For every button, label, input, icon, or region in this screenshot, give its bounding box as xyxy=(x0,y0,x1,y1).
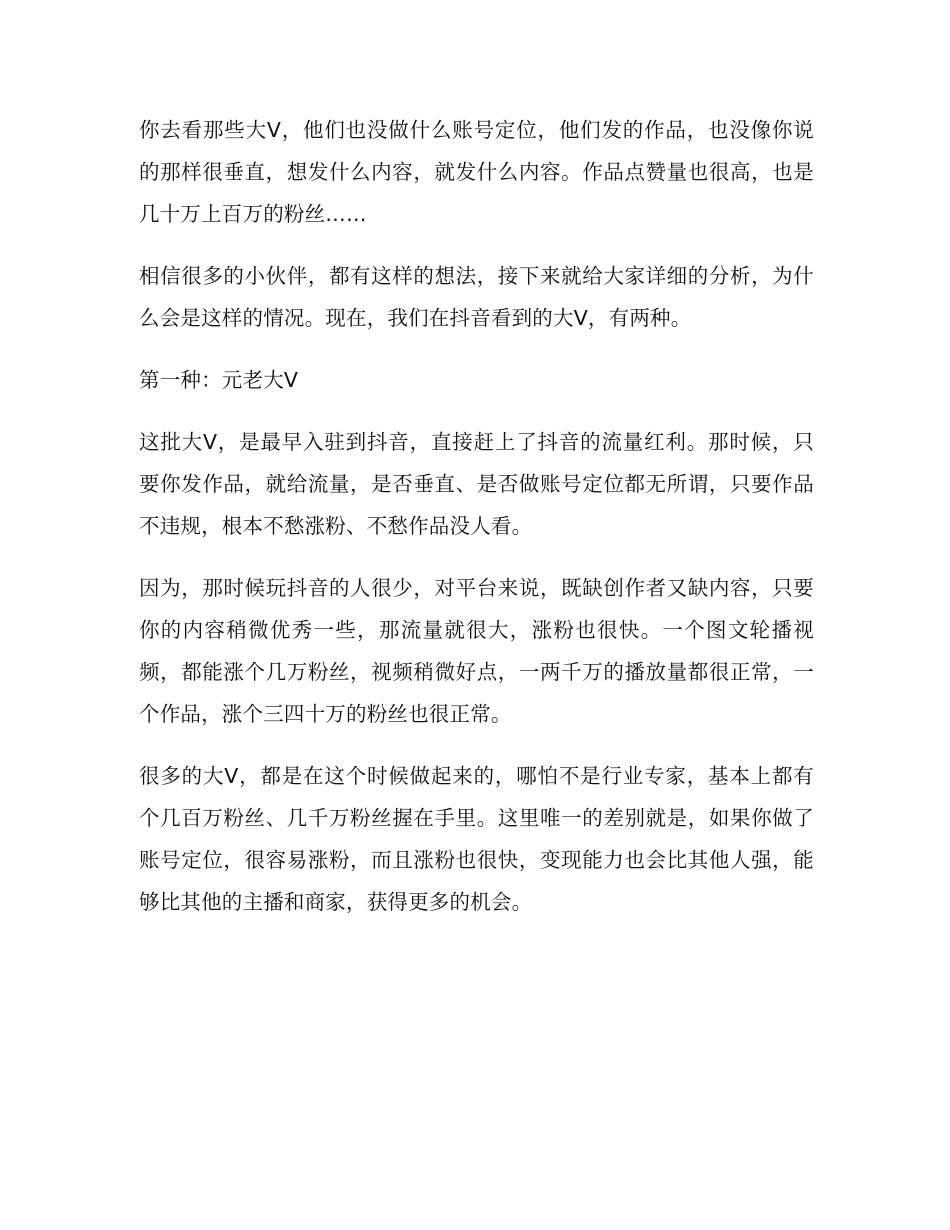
section-heading: 第一种：元老大Ⅴ xyxy=(139,368,299,392)
paragraph: 这批大Ⅴ，是最早入驻到抖音，直接赶上了抖音的流量红利。那时候，只要你发作品，就给流量，是否垂直、是否做账号定位都无所谓，只要作品不违规，根本不愁涨粉、不愁作品没人看。 xyxy=(139,430,814,538)
paragraph: 因为，那时候玩抖音的人很少，对平台来说，既缺创作者又缺内容，只要你的内容稍微优秀一些，那流量就很大，涨粉也很快。一个图文轮播视频，都能涨个几万粉丝，视频稍微好点，一两千万的播放量都很正常，一个作品，涨个三四十万的粉丝也很正常。 xyxy=(139,576,814,726)
paragraph: 你去看那些大Ⅴ，他们也没做什么账号定位，他们发的作品，也没像你说的那样很垂直，想发什么内容，就发什么内容。作品点赞量也很高，也是几十万上百万的粉丝…… xyxy=(139,118,814,226)
document-body xyxy=(139,109,814,943)
paragraph: 相信很多的小伙伴，都有这样的想法，接下来就给大家详细的分析，为什么会是这样的情况。现在，我们在抖音看到的大Ⅴ，有两种。 xyxy=(139,264,814,330)
paragraph: 很多的大Ⅴ，都是在这个时候做起来的，哪怕不是行业专家，基本上都有个几百万粉丝、几千万粉丝握在手里。这里唯一的差别就是，如果你做了账号定位，很容易涨粉，而且涨粉也很快，变现能力也会比其他人强，能够比其他的主播和商家，获得更多的机会。 xyxy=(139,764,814,914)
